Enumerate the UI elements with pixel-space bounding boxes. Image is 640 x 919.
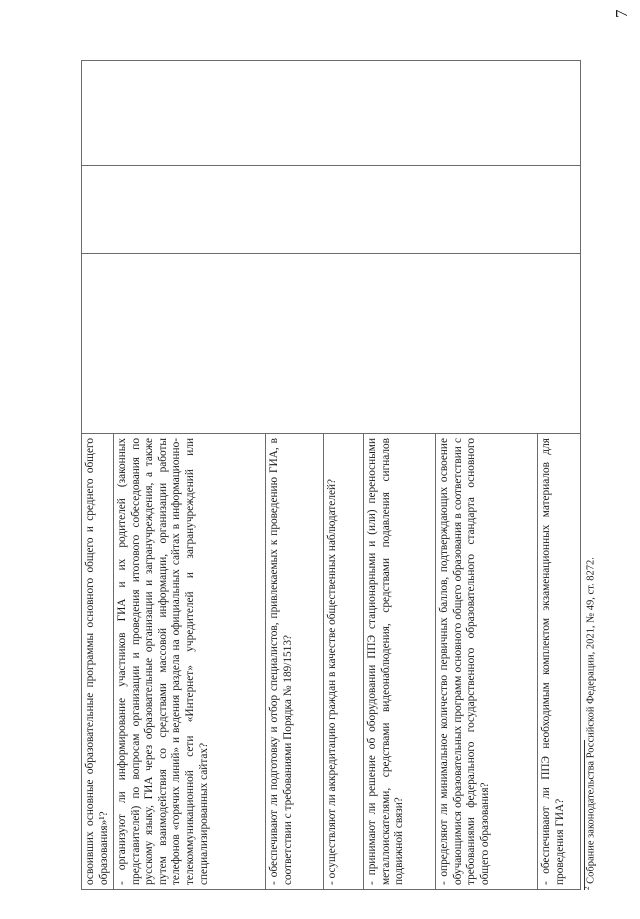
footnote-marker: 2 <box>583 886 591 890</box>
table-row <box>364 434 436 889</box>
question-column <box>82 433 580 889</box>
row-text: - обеспечивают ли ППЭ необходимым комплектом экзаменационных материалов для проведения ГИА? <box>540 438 566 885</box>
row-text: - организуют ли информирование участников ГИА и их родителей (законных представителей) по вопросам организации и проведения итогового собеседования по русскому языку, ГИА через образовательные организации и загранучреждения, а также путем взаимодействия со средствами массовой информации, организации работы телефонов «горячих линий» и ведения раздела на официальных сайтах в информационно-телекоммуникационной сети «Интернет» учредителей и загранучреждений или специализированных сайтах? <box>116 438 210 885</box>
row-text: - принимают ли решение об оборудовании ППЭ стационарными и (или) переносными металлоискателями, средствами видеонаблюдения, средствами подавления сигналов подвижной связи? <box>366 438 406 885</box>
page-number: 7 <box>612 9 631 18</box>
answer-column-b <box>82 165 580 254</box>
row-text: - обеспечивают ли подготовку и отбор специалистов, привлекаемых к проведению ГИА, в соответствии с требованиями Порядка № 189/1513? <box>268 438 294 885</box>
table-row <box>82 434 114 889</box>
answer-column-a <box>82 253 580 434</box>
table-row <box>266 434 324 889</box>
answer-column-c <box>82 61 580 166</box>
table-row <box>538 434 582 889</box>
row-text: - определяют ли минимальное количество первичных баллов, подтверждающих освоение обучающимися образовательных программ основного общего образования в соответствии с требованиями федерального государственного образовательного стандарта основного общего образования? <box>438 438 491 885</box>
table-row <box>436 434 538 889</box>
row-text: - осуществляют ли аккредитацию граждан в качестве общественных наблюдателей? <box>326 478 338 885</box>
checklist-table <box>81 60 581 890</box>
footnote <box>583 290 597 890</box>
rotated-page <box>36 40 596 890</box>
footnote-text: Собрание законодательства Российской Федерации, 2021, № 49, ст. 8272. <box>585 557 597 887</box>
row-text: освоивших основные образовательные программы основного общего и среднего общего образования»¹? <box>84 438 110 885</box>
table-row <box>114 434 266 889</box>
table-row <box>324 434 364 889</box>
